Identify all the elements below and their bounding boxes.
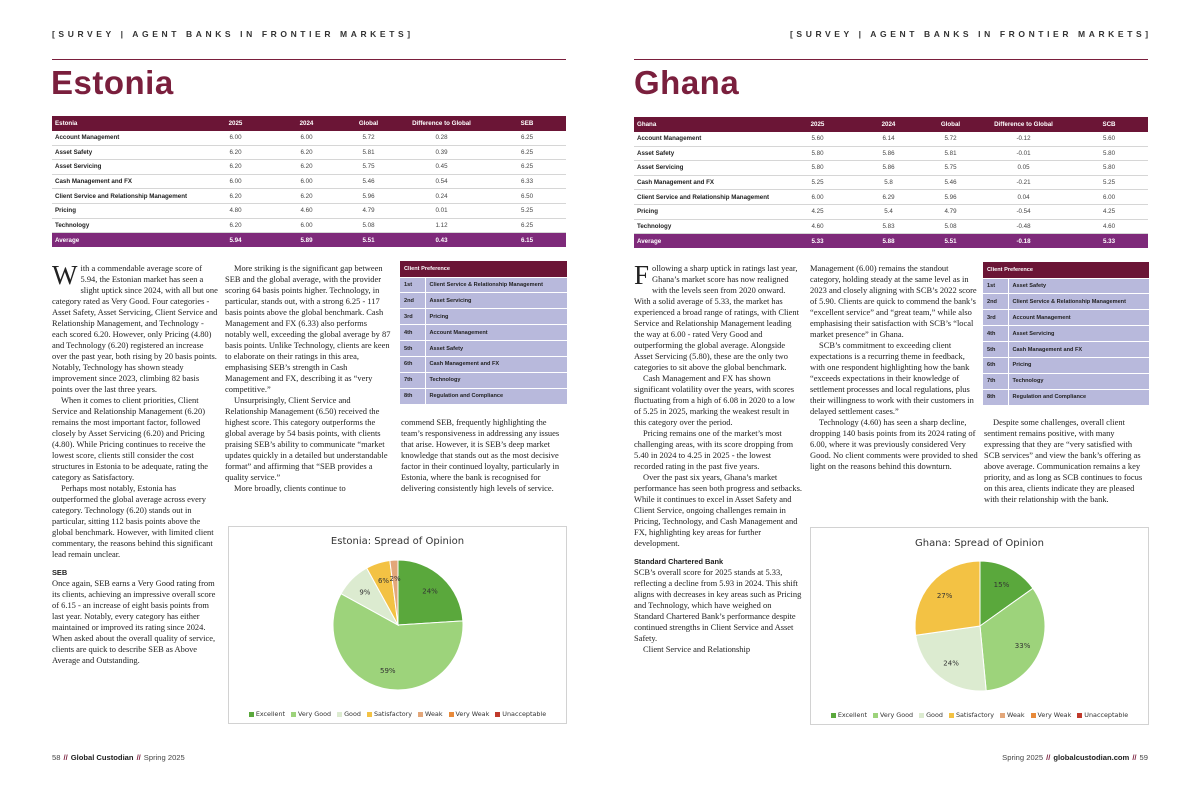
table-cell: 4.79: [924, 204, 977, 219]
estonia-column-1: [52, 260, 218, 666]
page-number: 58: [52, 753, 61, 762]
legend-item: [919, 711, 943, 719]
table-cell: 5.89: [271, 233, 342, 248]
preference-row: [400, 309, 567, 325]
column-header: 2025: [782, 117, 853, 132]
data-label: 15%: [993, 580, 1010, 589]
preference-rank: 8th: [400, 388, 425, 404]
table-cell: 0.28: [395, 131, 488, 146]
table-cell: 6.20: [271, 189, 342, 204]
table-cell: 6.00: [200, 131, 271, 146]
estonia-column-3: [401, 417, 567, 494]
preference-rank: 4th: [400, 325, 425, 341]
table-cell: 5.46: [342, 174, 395, 189]
legend-item: [495, 710, 546, 718]
preference-rank: 6th: [400, 356, 425, 372]
legend-swatch: [949, 713, 954, 718]
legend-swatch: [873, 713, 878, 718]
subheading-scb: Standard Chartered Bank: [634, 557, 724, 566]
table-cell: 4.60: [271, 203, 342, 218]
row-label: Cash Management and FX: [634, 175, 782, 190]
row-label: Account Management: [52, 131, 200, 146]
preference-category: Technology: [1008, 373, 1149, 389]
table-cell: 5.94: [200, 233, 271, 248]
preference-category: Account Management: [425, 325, 567, 341]
page-number: 59: [1139, 753, 1148, 762]
preference-row: [983, 373, 1149, 389]
body-paragraph: Pricing remains one of the market’s most challenging areas, with its score dropping from 5.40 in 2024 to 4.25 in 2025 - the lowest recorded rating in the past five years.: [634, 428, 794, 471]
legend-item: [1000, 711, 1025, 719]
preference-title: Client Preference: [400, 261, 567, 277]
body-paragraph: Cash Management and FX has shown significant volatility over the years, with scores fluctuating from a high of 6.08 in 2020 to a low of 5.25 in 2025, marking the weakest result in this category over the period.: [634, 373, 795, 427]
legend-item: [449, 710, 490, 718]
table-row: [634, 161, 1148, 176]
table-cell: 5.75: [924, 161, 977, 176]
table-cell: 6.20: [200, 218, 271, 233]
separator: //: [1132, 753, 1137, 762]
preference-category: Asset Servicing: [425, 293, 567, 309]
table-cell: 4.60: [1070, 219, 1148, 234]
table-cell: 0.01: [395, 203, 488, 218]
table-cell: 0.24: [395, 189, 488, 204]
table-cell: -0.18: [977, 234, 1070, 249]
legend-item: [1077, 711, 1128, 719]
body-paragraph: commend SEB, frequently highlighting the team’s responsiveness in addressing any issues that arise. However, it is SEB’s deep market knowledge that stands out as the most decisive factor in their continued loyalty, particularly in Estonia, where the bank is recognised for delivering consistently high levels of service.: [401, 417, 560, 493]
body-paragraph: More broadly, clients continue to: [234, 483, 346, 493]
table-cell: 6.20: [200, 145, 271, 160]
data-label: 24%: [422, 587, 438, 596]
table-cell: 6.29: [853, 190, 924, 205]
body-paragraph: Client Service and Relationship: [643, 644, 751, 654]
table-cell: 5.51: [924, 234, 977, 249]
table-cell: 6.00: [271, 218, 342, 233]
issue-label: Spring 2025: [143, 753, 185, 762]
paragraph-text: ith a commendable average score of 5.94, the Estonian market has seen a slight uptick since 2024, with all but one category rated as Very Good. Four categories - Asset Safety, Asset Servicing, Client Service and Relationship Management, and Technology - each scored 6.20. However, only Pricing (4.80) and Technology (6.20) registered an increase over the past year, both rising by 20 basis points. Notably, Technology has shown steady improvement since 2023, climbing 82 basis points over the last three years.: [52, 263, 218, 394]
footer-right: [1002, 753, 1148, 762]
legend-label: Very Weak: [455, 710, 490, 718]
preference-row: [983, 389, 1149, 405]
ghana-column-3: [984, 417, 1150, 505]
table-cell: 6.25: [488, 131, 566, 146]
table-cell: 6.25: [488, 160, 566, 175]
ghana-client-preference-table: [983, 262, 1149, 405]
table-cell: 4.25: [782, 204, 853, 219]
preference-row: [983, 342, 1149, 358]
chart-title: Estonia: Spread of Opinion: [330, 536, 465, 547]
table-cell: 0.05: [977, 161, 1070, 176]
legend-item: [418, 710, 443, 718]
preference-rank: 4th: [983, 326, 1008, 342]
column-header: Ghana: [634, 117, 782, 132]
legend-item: [367, 710, 412, 718]
column-header: Global: [924, 117, 977, 132]
drop-cap: F: [634, 260, 650, 290]
table-cell: 5.86: [853, 146, 924, 161]
preference-category: Asset Servicing: [1008, 326, 1149, 342]
table-cell: 1.12: [395, 218, 488, 233]
estonia-column-2: [225, 263, 393, 494]
legend-label: Very Weak: [1037, 711, 1072, 719]
table-cell: 5.33: [782, 234, 853, 249]
brand-name: Global Custodian: [70, 753, 134, 762]
table-row: [634, 204, 1148, 219]
preference-rank: 3rd: [400, 309, 425, 325]
table-cell: 5.88: [853, 234, 924, 249]
ghana-column-2: [810, 263, 978, 472]
preference-row: [400, 325, 567, 341]
pie-chart: [811, 528, 1150, 726]
table-average-row: [634, 234, 1148, 249]
data-label: 27%: [936, 591, 953, 600]
table-cell: -0.54: [977, 204, 1070, 219]
table-cell: 0.45: [395, 160, 488, 175]
legend-swatch: [337, 712, 342, 717]
legend-label: Very Good: [880, 711, 914, 719]
table-cell: 5.25: [782, 175, 853, 190]
table-cell: 5.75: [342, 160, 395, 175]
drop-cap: W: [52, 260, 78, 290]
table-cell: 6.20: [200, 160, 271, 175]
table-cell: 0.39: [395, 145, 488, 160]
table-cell: -0.21: [977, 175, 1070, 190]
row-label: Asset Safety: [52, 145, 200, 160]
table-cell: 5.72: [342, 131, 395, 146]
table-header-row: [52, 116, 566, 131]
table-cell: 6.00: [1070, 190, 1148, 205]
body-paragraph: SCB’s commitment to exceeding client expectations is a recurring theme in feedback, with one respondent highlighting how the bank “exceeds expectations in their knowledge of settlement processes and local regulations, plus their willingness to work with their customers in delayed settlement cases.”: [810, 340, 974, 416]
legend-swatch: [495, 712, 500, 717]
preference-rank: 7th: [400, 372, 425, 388]
preference-category: Cash Management and FX: [425, 356, 567, 372]
body-paragraph: Management (6.00) remains the standout category, holding steady at the same level as in 2023 and closely aligning with SCB’s 2022 score of 5.90. Clients are quick to commend the bank’s “excellent service” and “great team,” while also emphasising their satisfaction with SCB’s “local market presence” in Ghana.: [810, 263, 977, 339]
body-paragraph: Over the past six years, Ghana’s market performance has seen both progress and setbacks. While it continues to excel in Asset Safety and Client Service, ongoing challenges remain in Pricing, Technology, and Cash Management and FX, highlighting key areas for further development.: [634, 472, 802, 548]
table-cell: 0.04: [977, 190, 1070, 205]
body-paragraph: SCB’s overall score for 2025 stands at 5.33, reflecting a decline from 5.93 in 2024. This shift aligns with decreases in key areas such as Pricing and Technology, which have weighed on Standard Chartered Bank’s performance despite continued strengths in Client Service and Asset Safety.: [634, 567, 802, 643]
table-cell: 5.60: [1070, 132, 1148, 147]
preference-category: Account Management: [1008, 310, 1149, 326]
legend-label: Satisfactory: [373, 710, 413, 718]
page-title-estonia: Estonia: [51, 64, 174, 101]
table-cell: 5.81: [342, 145, 395, 160]
table-cell: 5.46: [924, 175, 977, 190]
preference-category: Cash Management and FX: [1008, 342, 1149, 358]
ghana-score-table: [634, 117, 1148, 248]
data-label: 6%: [377, 576, 390, 585]
table-cell: 6.00: [271, 131, 342, 146]
preference-row: [983, 310, 1149, 326]
table-cell: 6.25: [488, 218, 566, 233]
legend-label: Excellent: [837, 711, 868, 719]
row-label: Average: [634, 234, 782, 249]
data-label: 59%: [380, 667, 396, 676]
table-cell: 5.08: [924, 219, 977, 234]
legend-label: Good: [926, 711, 943, 719]
preference-title: Client Preference: [983, 262, 1149, 278]
table-cell: 6.00: [271, 174, 342, 189]
column-header: Difference to Global: [977, 117, 1070, 132]
table-cell: 0.43: [395, 233, 488, 248]
table-cell: -0.12: [977, 132, 1070, 147]
legend-label: Good: [344, 710, 361, 718]
preference-rank: 3rd: [983, 310, 1008, 326]
row-label: Asset Servicing: [634, 161, 782, 176]
table-cell: 5.33: [1070, 234, 1148, 249]
column-header: Estonia: [52, 116, 200, 131]
legend-swatch: [919, 713, 924, 718]
column-header: 2024: [271, 116, 342, 131]
table-row: [634, 190, 1148, 205]
preference-rank: 8th: [983, 389, 1008, 405]
preference-row: [400, 356, 567, 372]
row-label: Asset Servicing: [52, 160, 200, 175]
data-label: 33%: [1014, 641, 1031, 650]
legend-item: [873, 711, 913, 719]
column-header: 2024: [853, 117, 924, 132]
legend-item: [831, 711, 867, 719]
estonia-client-preference-table: [400, 261, 567, 404]
table-row: [634, 219, 1148, 234]
table-cell: 4.80: [200, 203, 271, 218]
table-row: [52, 218, 566, 233]
table-cell: 6.00: [782, 190, 853, 205]
table-cell: 0.54: [395, 174, 488, 189]
table-cell: 6.20: [200, 189, 271, 204]
preference-rank: 6th: [983, 357, 1008, 373]
column-header: SEB: [488, 116, 566, 131]
preference-rank: 1st: [400, 277, 425, 293]
legend-label: Very Good: [298, 710, 332, 718]
table-row: [52, 189, 566, 204]
table-cell: 6.50: [488, 189, 566, 204]
preference-rank: 7th: [983, 373, 1008, 389]
column-header: Global: [342, 116, 395, 131]
row-label: Client Service and Relationship Management: [52, 189, 200, 204]
table-row: [52, 174, 566, 189]
legend-label: Satisfactory: [955, 711, 995, 719]
row-label: Technology: [634, 219, 782, 234]
preference-rank: 2nd: [983, 294, 1008, 310]
body-paragraph: When it comes to client priorities, Client Service and Relationship Management (6.20) remains the most important factor, followed closely by Asset Servicing (6.20) and Pricing (4.80). While Pricing continues to receive the lowest score, clients still consider the cost structures in Estonia to be adequate, rating the category as Satisfactory.: [52, 395, 209, 482]
table-cell: 5.81: [924, 146, 977, 161]
legend-item: [291, 710, 331, 718]
table-cell: 6.00: [200, 174, 271, 189]
column-header: SCB: [1070, 117, 1148, 132]
paragraph-text: ollowing a sharp uptick in ratings last year, Ghana’s market score has now realigned with the levels seen from 2020 onward. With a solid average of 5.33, the market has experienced a broad range of ratings, with Client Service and Relationship Management leading the way at 6.00 - rated Very Good and outperforming the global average. Alongside Asset Servicing (5.80), these are the only two categories to sit above the global benchmark.: [634, 263, 799, 372]
preference-category: Asset Safety: [425, 341, 567, 357]
ghana-column-1: [634, 260, 802, 655]
table-cell: 5.83: [853, 219, 924, 234]
preference-row: [400, 388, 567, 404]
table-row: [52, 203, 566, 218]
preference-rank: 5th: [400, 341, 425, 357]
table-cell: 6.14: [853, 132, 924, 147]
legend-swatch: [367, 712, 372, 717]
table-row: [634, 146, 1148, 161]
table-cell: 5.96: [924, 190, 977, 205]
table-cell: 5.86: [853, 161, 924, 176]
preference-row: [400, 277, 567, 293]
rule-left: [52, 59, 566, 60]
row-label: Client Service and Relationship Management: [634, 190, 782, 205]
preference-category: Pricing: [1008, 357, 1149, 373]
table-row: [52, 131, 566, 146]
data-label: 2%: [389, 574, 401, 583]
table-cell: -0.01: [977, 146, 1070, 161]
table-cell: 5.25: [488, 203, 566, 218]
site-link[interactable]: globalcustodian.com: [1053, 753, 1130, 762]
preference-row: [983, 357, 1149, 373]
table-cell: 5.25: [1070, 175, 1148, 190]
preference-category: Asset Safety: [1008, 278, 1149, 294]
table-row: [634, 132, 1148, 147]
table-cell: 6.20: [271, 160, 342, 175]
column-header: Difference to Global: [395, 116, 488, 131]
row-label: Average: [52, 233, 200, 248]
ghana-spread-chart: [810, 527, 1149, 725]
section-header-left: [SURVEY | AGENT BANKS IN FRONTIER MARKETS]: [52, 29, 414, 39]
chart-legend: [229, 710, 566, 718]
table-cell: 5.51: [342, 233, 395, 248]
preference-category: Technology: [425, 372, 567, 388]
body-paragraph: Despite some challenges, overall client sentiment remains positive, with many expressing that they are “very satisfied with SCB services” and view the bank’s offering as above average. Communication remains a key priority, and as long as SCB continues to focus on this area, clients indicate they are pleased with their relationship with the bank.: [984, 417, 1143, 504]
preference-row: [400, 341, 567, 357]
table-cell: 6.33: [488, 174, 566, 189]
table-average-row: [52, 233, 566, 248]
body-paragraph: [634, 260, 802, 373]
table-cell: 5.08: [342, 218, 395, 233]
preference-rank: 1st: [983, 278, 1008, 294]
table-cell: 4.25: [1070, 204, 1148, 219]
preference-rank: 5th: [983, 342, 1008, 358]
legend-label: Unacceptable: [1084, 711, 1129, 719]
separator: //: [136, 753, 141, 762]
table-row: [52, 160, 566, 175]
body-paragraph: [52, 260, 218, 395]
legend-item: [949, 711, 994, 719]
preference-category: Pricing: [425, 309, 567, 325]
table-cell: 6.25: [488, 145, 566, 160]
preference-row: [400, 372, 567, 388]
footer-left: [52, 753, 185, 762]
preference-category: Regulation and Compliance: [425, 388, 567, 404]
separator: //: [63, 753, 68, 762]
row-label: Asset Safety: [634, 146, 782, 161]
page-title-ghana: Ghana: [634, 64, 740, 101]
section-header-right: [SURVEY | AGENT BANKS IN FRONTIER MARKETS]: [790, 29, 1152, 39]
legend-swatch: [1031, 713, 1036, 718]
legend-label: Weak: [1007, 711, 1025, 719]
issue-label: Spring 2025: [1002, 753, 1044, 762]
body-paragraph: Unsurprisingly, Client Service and Relationship Management (6.50) received the highest score. This category outperforms the global average by 54 basis points, with clients praising SEB’s ability to communicate “market updates quickly in a detailed but understandable format” and affirming that “SEB provides a quality service.”: [225, 395, 388, 482]
legend-swatch: [418, 712, 423, 717]
row-label: Pricing: [52, 203, 200, 218]
legend-label: Excellent: [255, 710, 286, 718]
rule-right: [634, 59, 1148, 60]
preference-row: [983, 294, 1149, 310]
body-paragraph: Once again, SEB earns a Very Good rating from its clients, achieving an impressive overall score of 6.15 - an increase of eight basis points from last year. Notably, every category has either maintained or improved its rating since 2024. When asked about the overall quality of service, clients are quick to describe SEB as Above Average and Outstanding.: [52, 578, 216, 665]
legend-item: [337, 710, 361, 718]
legend-label: Weak: [425, 710, 443, 718]
table-cell: -0.48: [977, 219, 1070, 234]
legend-swatch: [831, 713, 836, 718]
legend-swatch: [249, 712, 254, 717]
estonia-score-table: [52, 116, 566, 247]
row-label: Cash Management and FX: [52, 174, 200, 189]
estonia-spread-chart: [228, 526, 567, 724]
table-cell: 4.60: [782, 219, 853, 234]
table-header-row: [634, 117, 1148, 132]
legend-swatch: [1077, 713, 1082, 718]
table-cell: 5.8: [853, 175, 924, 190]
legend-swatch: [1000, 713, 1005, 718]
table-cell: 5.72: [924, 132, 977, 147]
separator: //: [1046, 753, 1051, 762]
table-cell: 6.15: [488, 233, 566, 248]
legend-swatch: [291, 712, 296, 717]
preference-rank: 2nd: [400, 293, 425, 309]
table-cell: 6.20: [271, 145, 342, 160]
table-cell: 5.96: [342, 189, 395, 204]
chart-legend: [811, 711, 1148, 719]
body-paragraph: Technology (4.60) has seen a sharp decline, dropping 140 basis points from its 2024 rating of 6.00, where it was previously considered Very Good. No client comments were provided to shed light on the reasons behind this downturn.: [810, 417, 978, 471]
legend-item: [1031, 711, 1072, 719]
body-paragraph: Perhaps most notably, Estonia has outperformed the global average across every category. Technology (6.20) stands out in particular, sitting 112 basis points above the global benchmark. However, with limited client commentary, the reasons behind this significant lead remain unclear.: [52, 483, 214, 559]
row-label: Technology: [52, 218, 200, 233]
table-row: [52, 145, 566, 160]
column-header: 2025: [200, 116, 271, 131]
table-row: [634, 175, 1148, 190]
legend-swatch: [449, 712, 454, 717]
body-paragraph: More striking is the significant gap between SEB and the global average, with the provider scoring 64 basis points higher. Technology, in particular, stands out, with a strong 6.25 - 117 basis points above the global benchmark. Cash Management and FX (6.33) also performs notably well, exceeding the global average by 87 basis points. Unlike Technology, clients are keen to elaborate on their ratings in this area, emphasising SEB’s strength in Cash Management and FX, describing it as “very competitive.”: [225, 263, 391, 394]
row-label: Account Management: [634, 132, 782, 147]
legend-item: [249, 710, 285, 718]
chart-title: Ghana: Spread of Opinion: [914, 538, 1044, 549]
data-label: 9%: [359, 588, 371, 597]
preference-row: [400, 293, 567, 309]
table-cell: 5.4: [853, 204, 924, 219]
table-cell: 4.79: [342, 203, 395, 218]
preference-row: [983, 278, 1149, 294]
table-cell: 5.80: [1070, 146, 1148, 161]
table-cell: 5.80: [1070, 161, 1148, 176]
row-label: Pricing: [634, 204, 782, 219]
pie-chart: [229, 527, 568, 725]
table-cell: 5.80: [782, 146, 853, 161]
subheading-seb: SEB: [52, 568, 68, 577]
preference-category: Regulation and Compliance: [1008, 389, 1149, 405]
preference-row: [983, 326, 1149, 342]
table-cell: 5.80: [782, 161, 853, 176]
table-cell: 5.60: [782, 132, 853, 147]
legend-label: Unacceptable: [502, 710, 547, 718]
preference-category: Client Service & Relationship Management: [425, 277, 567, 293]
preference-category: Client Service & Relationship Management: [1008, 294, 1149, 310]
data-label: 24%: [943, 659, 959, 668]
